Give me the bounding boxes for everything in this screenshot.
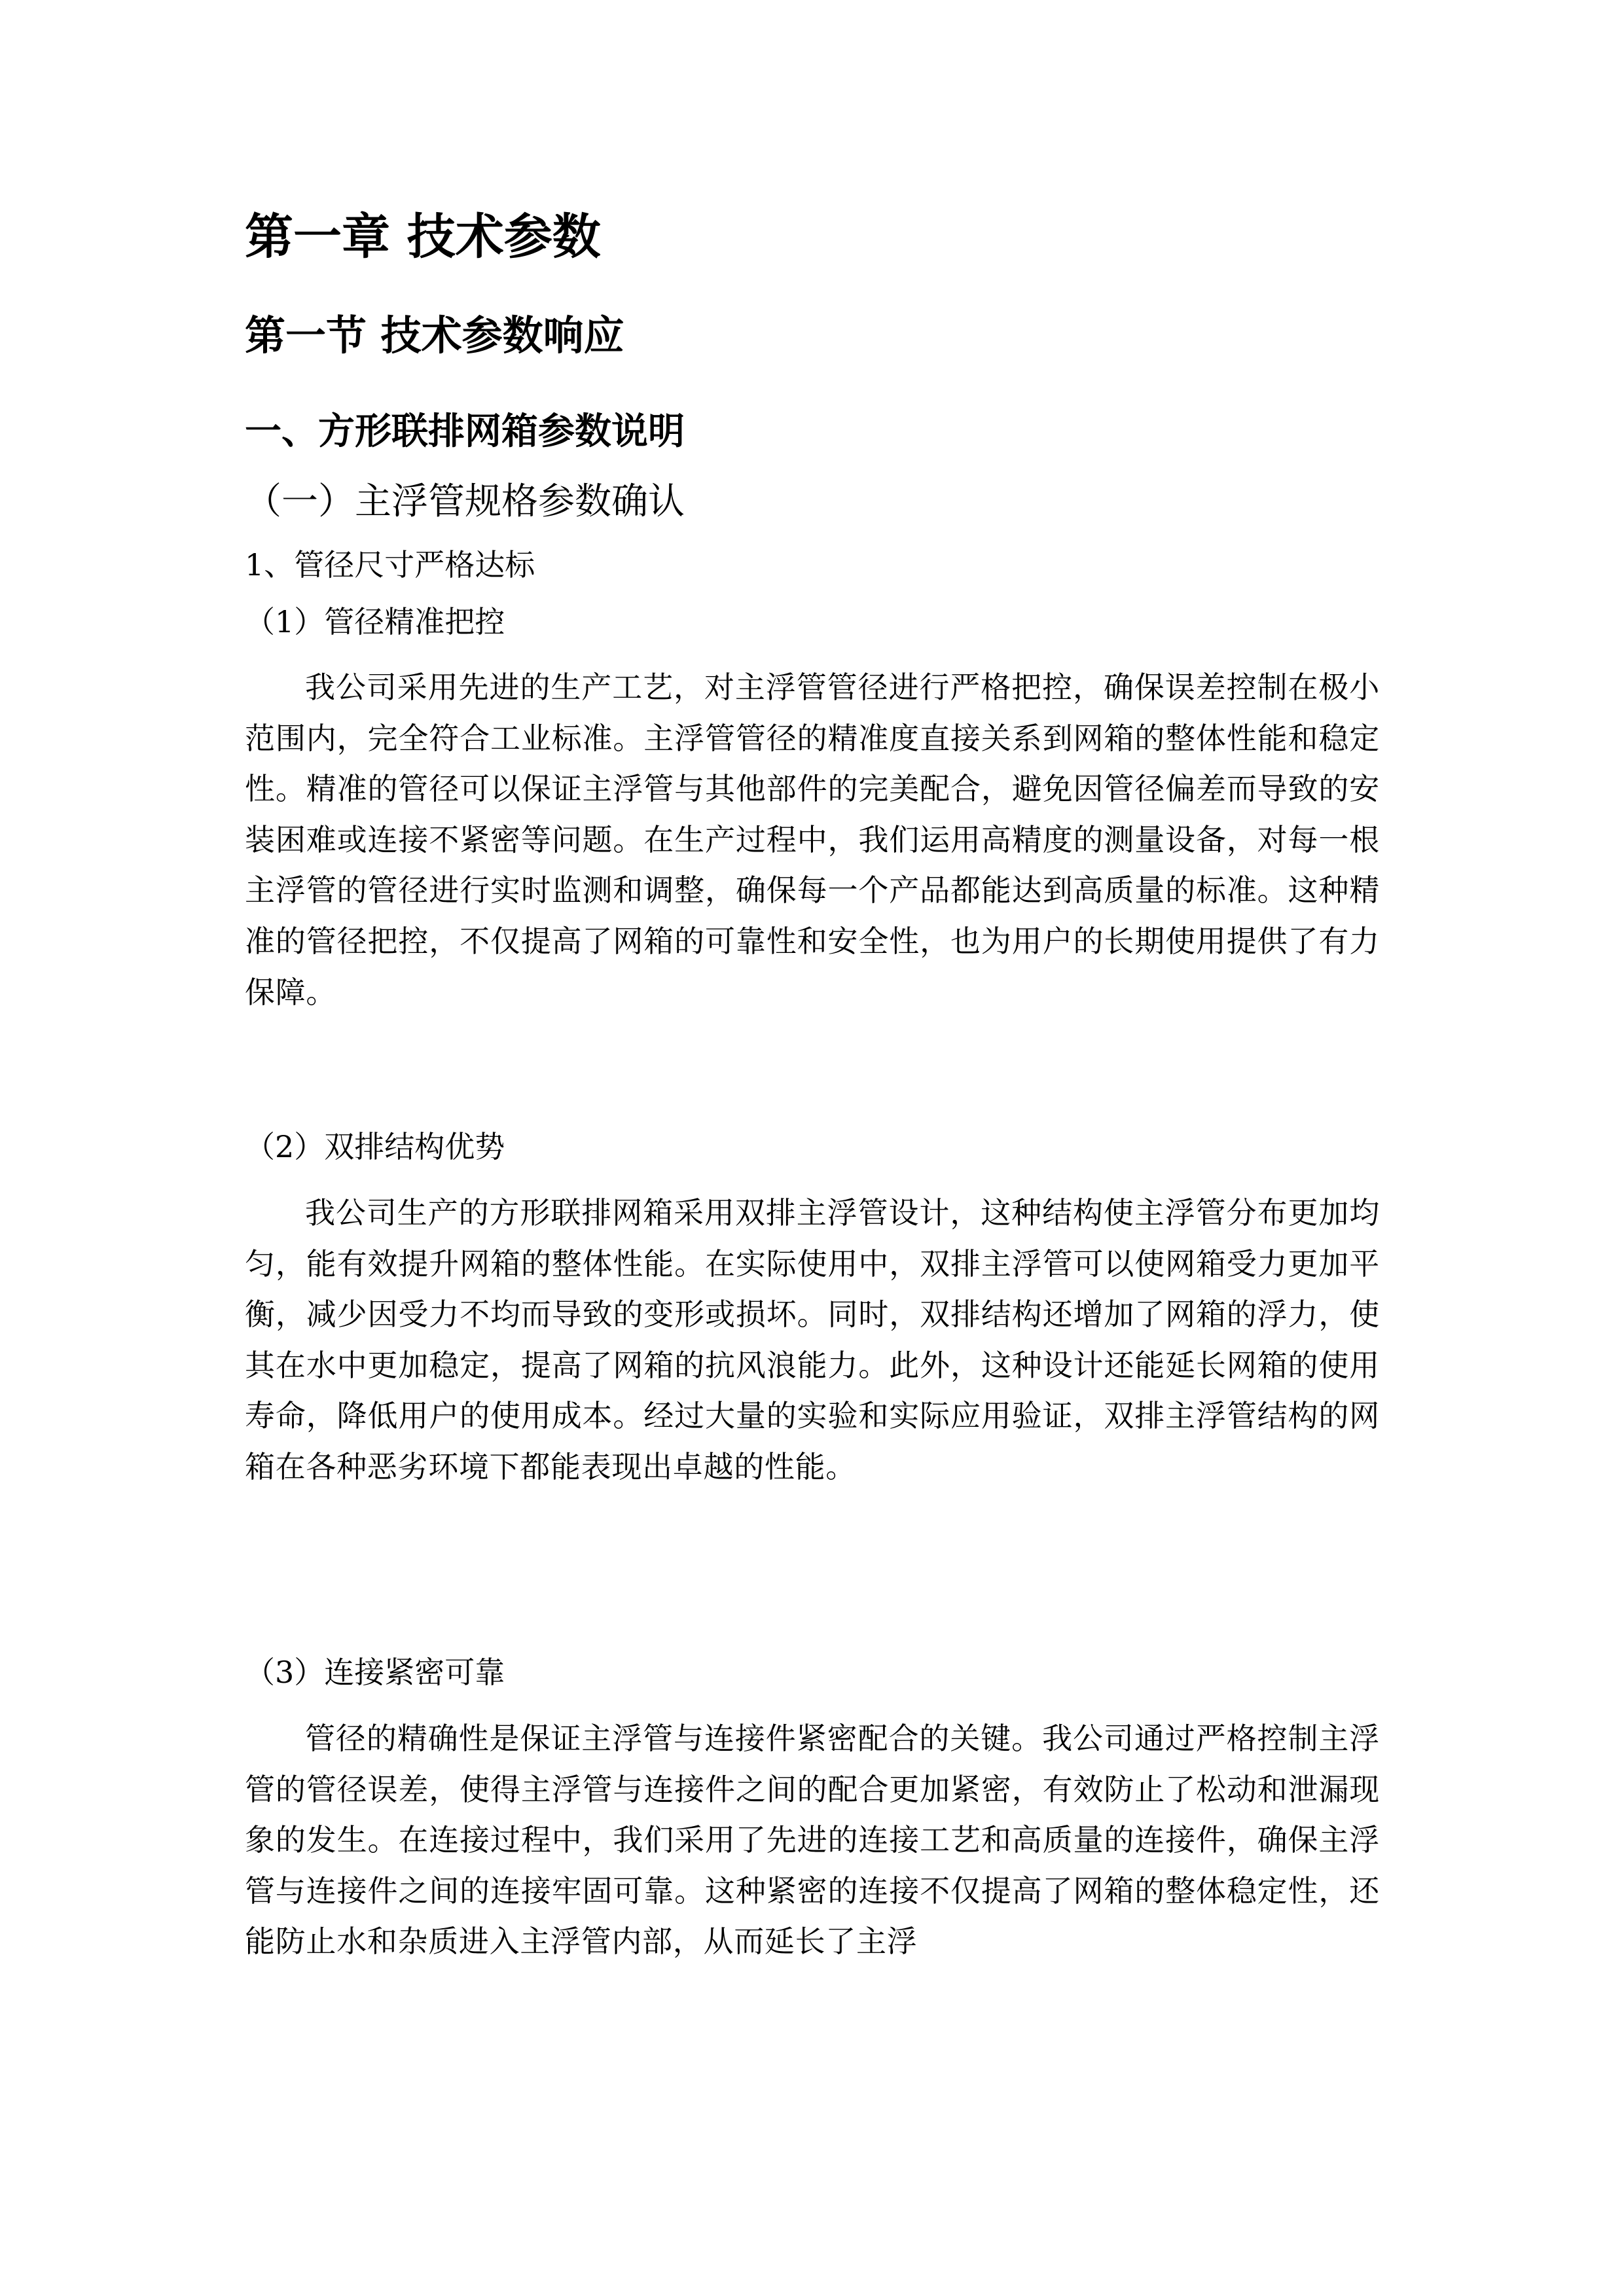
subsection-title: （2）双排结构优势: [245, 1129, 505, 1164]
subsection-title: （1）管径精准把控: [245, 604, 505, 639]
body-paragraph: 我公司采用先进的生产工艺，对主浮管管径进行严格把控，确保误差控制在极小范围内，完全符合工业标准。主浮管管径的精准度直接关系到网箱的整体性能和稳定性。精准的管径可以保证主浮管与其他部件的完美配合，避免因管径偏差而导致的安装困难或连接不紧密等问题。在生产过程中，我们运用高精度的测量设备，对每一根主浮管的管径进行实时监测和调整，确保每一个产品都能达到高质量的标准。这种精准的管径把控，不仅提高了网箱的可靠性和安全性，也为用户的长期使用提供了有力保障。: [245, 670, 1380, 1010]
body-paragraph: 管径的精确性是保证主浮管与连接件紧密配合的关键。我公司通过严格控制主浮管的管径误差，使得主浮管与连接件之间的配合更加紧密，有效防止了松动和泄漏现象的发生。在连接过程中，我们采用了先进的连接工艺和高质量的连接件，确保主浮管与连接件之间的连接牢固可靠。这种紧密的连接不仅提高了网箱的整体稳定性，还能防止水和杂质进入主浮管内部，从而延长了主浮: [245, 1721, 1380, 1960]
heading-level-2: （一）主浮管规格参数确认: [245, 480, 685, 523]
heading-level-3: 1、管径尺寸严格达标: [245, 547, 535, 583]
section-title: 第一节 技术参数响应: [245, 312, 624, 359]
subsection-title: （3）连接紧密可靠: [245, 1655, 505, 1690]
heading-level-1: 一、方形联排网箱参数说明: [245, 410, 685, 453]
body-paragraph: 我公司生产的方形联排网箱采用双排主浮管设计，这种结构使主浮管分布更加均匀，能有效提升网箱的整体性能。在实际使用中，双排主浮管可以使网箱受力更加平衡，减少因受力不均而导致的变形或损坏。同时，双排结构还增加了网箱的浮力，使其在水中更加稳定，提高了网箱的抗风浪能力。此外，这种设计还能延长网箱的使用寿命，降低用户的使用成本。经过大量的实验和实际应用验证，双排主浮管结构的网箱在各种恶劣环境下都能表现出卓越的性能。: [245, 1195, 1380, 1484]
chapter-title: 第一章 技术参数: [245, 209, 601, 265]
